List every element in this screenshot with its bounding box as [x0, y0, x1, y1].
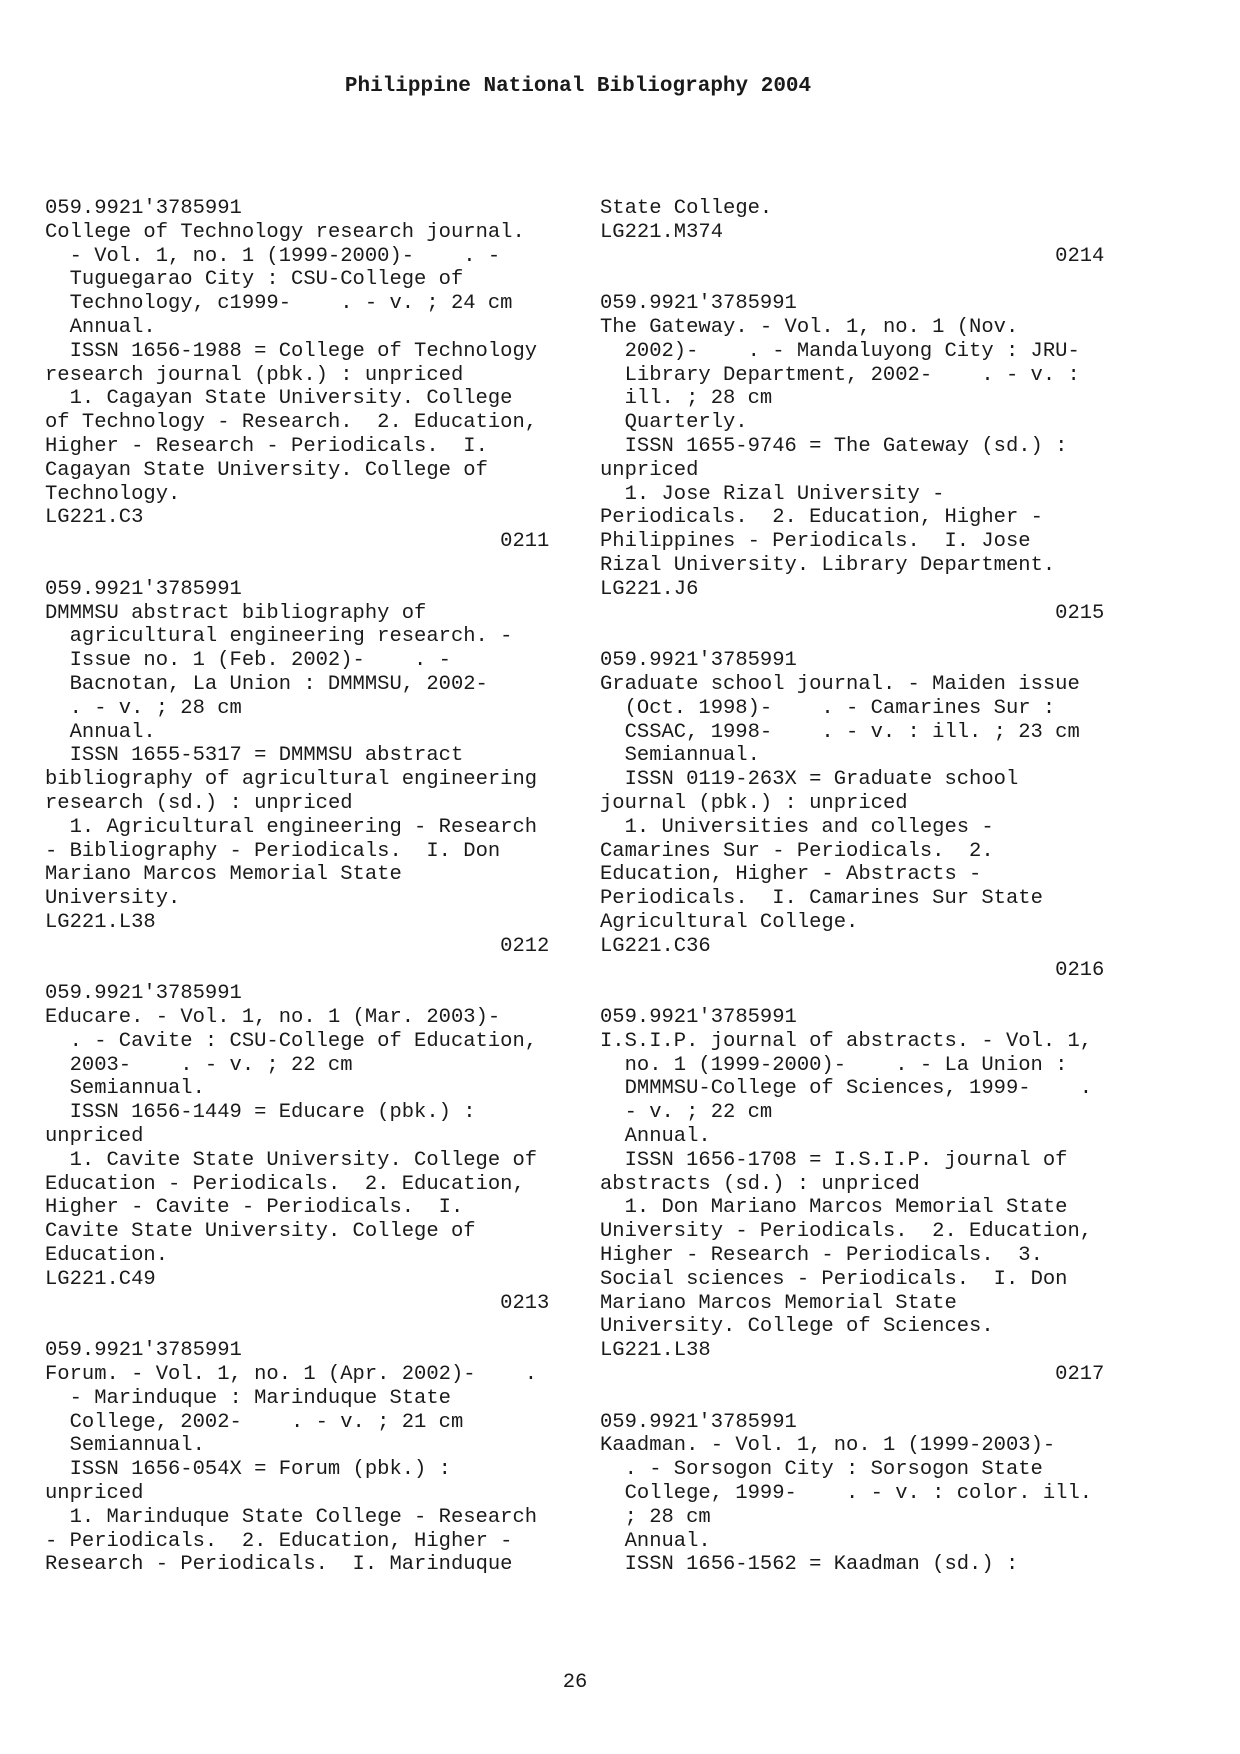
title-line: no. 1 (1999-2000)- . - La Union :	[624, 1053, 1068, 1077]
frequency: Annual.	[69, 720, 156, 744]
record-number: 0214	[1055, 244, 1105, 268]
subject-line: University.	[45, 887, 181, 911]
issn-line: abstracts (sd.) : unpriced	[600, 1172, 920, 1196]
frequency: Annual.	[624, 1529, 711, 1553]
subject-line: 1. Cagayan State University. College	[69, 387, 513, 411]
title-line: College, 1999- . - v. : color. ill.	[624, 1482, 1093, 1506]
class-number: 059.9921'3785991	[45, 197, 242, 220]
right-column	[600, 197, 1104, 1601]
call-number: LG221.M374	[600, 220, 724, 244]
title-line: - v. ; 22 cm	[624, 1101, 773, 1125]
subject-line: 1. Cavite State University. College of	[69, 1148, 538, 1172]
class-number: 059.9921'3785991	[45, 982, 242, 1006]
issn-line: ISSN 1656-1708 = I.S.I.P. journal of	[624, 1148, 1068, 1172]
subject-line: Periodicals. 2. Education, Higher -	[600, 506, 1043, 530]
record-number: 0213	[500, 1291, 550, 1315]
subject-line: - Periodicals. 2. Education, Higher -	[45, 1529, 513, 1553]
bibliographic-entry	[600, 1411, 1104, 1578]
bibliographic-entry	[600, 292, 1104, 625]
class-number: 059.9921'3785991	[600, 1006, 797, 1030]
subject-line: - Bibliography - Periodicals. I. Don	[45, 839, 501, 863]
title-line: . - Cavite : CSU-College of Education,	[69, 1029, 538, 1053]
subject-line: Research - Periodicals. I. Marinduque	[45, 1553, 513, 1577]
frequency: Semiannual.	[69, 1077, 205, 1101]
subject-line: 1. Marinduque State College - Research	[69, 1505, 538, 1529]
bibliographic-entry	[600, 1006, 1104, 1387]
subject-line: Education - Periodicals. 2. Education,	[45, 1172, 525, 1196]
frequency: Annual.	[624, 1125, 711, 1149]
title-line: - Marinduque : Marinduque State	[69, 1386, 451, 1410]
call-number: LG221.C3	[45, 506, 144, 530]
class-number: 059.9921'3785991	[600, 1410, 797, 1434]
issn-line: journal (pbk.) : unpriced	[600, 791, 908, 815]
left-column	[45, 197, 549, 1601]
call-number: LG221.L38	[600, 1339, 711, 1363]
title-line: agricultural engineering research. -	[69, 625, 513, 649]
title-line: CSSAC, 1998- . - v. : ill. ; 23 cm	[624, 720, 1080, 744]
subject-line: Social sciences - Periodicals. I. Don	[600, 1267, 1068, 1291]
issn-line: unpriced	[600, 458, 699, 482]
class-number: 059.9921'3785991	[45, 577, 242, 601]
title-line: . - Sorsogon City : Sorsogon State	[624, 1458, 1043, 1482]
title-line: College, 2002- . - v. ; 21 cm	[69, 1410, 464, 1434]
issn-line: bibliography of agricultural engineering	[45, 768, 538, 792]
issn-line: research journal (pbk.) : unpriced	[45, 363, 464, 387]
record-number: 0215	[1055, 601, 1105, 625]
subject-line: Technology.	[45, 482, 181, 506]
title-line: The Gateway. - Vol. 1, no. 1 (Nov.	[600, 315, 1019, 339]
subject-line: Higher - Research - Periodicals. I.	[45, 434, 488, 458]
subject-line: State College.	[600, 197, 773, 220]
subject-line: Periodicals. I. Camarines Sur State	[600, 887, 1043, 911]
subject-line: Higher - Research - Periodicals. 3.	[600, 1244, 1043, 1268]
record-number: 0217	[1055, 1363, 1105, 1387]
record-number: 0216	[1055, 958, 1105, 982]
page-title: Philippine National Bibliography 2004	[344, 75, 812, 98]
subject-line: 1. Agricultural engineering - Research	[69, 815, 538, 839]
subject-line: of Technology - Research. 2. Education,	[45, 411, 538, 435]
title-line: ; 28 cm	[624, 1505, 711, 1529]
issn-line: ISSN 1656-1988 = College of Technology	[69, 339, 538, 363]
title-line: Issue no. 1 (Feb. 2002)- . -	[69, 649, 451, 673]
call-number: LG221.C49	[45, 1267, 156, 1291]
title-line: Bacnotan, La Union : DMMMSU, 2002-	[69, 672, 488, 696]
title-line: DMMMSU abstract bibliography of	[45, 601, 427, 625]
class-number: 059.9921'3785991	[45, 1339, 242, 1363]
title-line: I.S.I.P. journal of abstracts. - Vol. 1,	[600, 1029, 1093, 1053]
subject-line: Cavite State University. College of	[45, 1220, 476, 1244]
frequency: Semiannual.	[624, 744, 760, 768]
subject-line: Camarines Sur - Periodicals. 2.	[600, 839, 994, 863]
subject-line: 1. Jose Rizal University -	[624, 482, 945, 506]
bibliographic-entry	[45, 197, 549, 554]
subject-line: Rizal University. Library Department.	[600, 553, 1056, 577]
issn-line: unpriced	[45, 1125, 144, 1149]
call-number: LG221.L38	[45, 910, 156, 934]
issn-line: ISSN 1656-054X = Forum (pbk.) :	[69, 1458, 451, 1482]
issn-line: unpriced	[45, 1482, 144, 1506]
title-line: Educare. - Vol. 1, no. 1 (Mar. 2003)-	[45, 1006, 501, 1030]
title-line: Graduate school journal. - Maiden issue	[600, 672, 1080, 696]
frequency: Quarterly.	[624, 411, 748, 435]
class-number: 059.9921'3785991	[600, 649, 797, 673]
subject-line: Mariano Marcos Memorial State	[45, 863, 402, 887]
title-line: Library Department, 2002- . - v. :	[624, 363, 1080, 387]
call-number: LG221.C36	[600, 934, 711, 958]
subject-line: Education.	[45, 1244, 169, 1268]
record-number: 0211	[500, 530, 550, 554]
issn-line: ISSN 1655-9746 = The Gateway (sd.) :	[624, 434, 1068, 458]
frequency: Semiannual.	[69, 1434, 205, 1458]
subject-line: University - Periodicals. 2. Education,	[600, 1220, 1093, 1244]
title-line: (Oct. 1998)- . - Camarines Sur :	[624, 696, 1056, 720]
title-line: 2002)- . - Mandaluyong City : JRU-	[624, 339, 1080, 363]
class-number: 059.9921'3785991	[600, 292, 797, 316]
bibliographic-entry	[45, 578, 549, 959]
title-line: ill. ; 28 cm	[624, 387, 773, 411]
title-line: - Vol. 1, no. 1 (1999-2000)- . -	[69, 244, 501, 268]
subject-line: Cagayan State University. College of	[45, 458, 488, 482]
subject-line: Education, Higher - Abstracts -	[600, 863, 982, 887]
title-line: College of Technology research journal.	[45, 220, 525, 244]
title-line: Tuguegarao City : CSU-College of	[69, 268, 464, 292]
bibliographic-entry	[45, 982, 549, 1315]
bibliographic-entry	[600, 649, 1104, 982]
subject-line: 1. Universities and colleges -	[624, 815, 994, 839]
issn-line: ISSN 1655-5317 = DMMMSU abstract	[69, 744, 464, 768]
title-line: Forum. - Vol. 1, no. 1 (Apr. 2002)- .	[45, 1363, 538, 1387]
issn-line: ISSN 1656-1562 = Kaadman (sd.) :	[624, 1553, 1019, 1577]
record-number: 0212	[500, 934, 550, 958]
bibliographic-entry	[45, 1339, 549, 1577]
subject-line: Agricultural College.	[600, 910, 859, 934]
page-number: 26	[562, 1671, 588, 1694]
bibliographic-entry-continued	[600, 197, 1104, 268]
title-line: 2003- . - v. ; 22 cm	[69, 1053, 353, 1077]
issn-line: research (sd.) : unpriced	[45, 791, 353, 815]
subject-line: Philippines - Periodicals. I. Jose	[600, 530, 1031, 554]
issn-line: ISSN 0119-263X = Graduate school	[624, 768, 1019, 792]
subject-line: Higher - Cavite - Periodicals. I.	[45, 1196, 464, 1220]
subject-line: 1. Don Mariano Marcos Memorial State	[624, 1196, 1068, 1220]
subject-line: University. College of Sciences.	[600, 1315, 994, 1339]
title-line: Technology, c1999- . - v. ; 24 cm	[69, 292, 513, 316]
subject-line: Mariano Marcos Memorial State	[600, 1291, 957, 1315]
title-line: DMMMSU-College of Sciences, 1999- .	[624, 1077, 1093, 1101]
title-line: Kaadman. - Vol. 1, no. 1 (1999-2003)-	[600, 1434, 1056, 1458]
call-number: LG221.J6	[600, 577, 699, 601]
frequency: Annual.	[69, 315, 156, 339]
title-line: . - v. ; 28 cm	[69, 696, 242, 720]
issn-line: ISSN 1656-1449 = Educare (pbk.) :	[69, 1101, 476, 1125]
